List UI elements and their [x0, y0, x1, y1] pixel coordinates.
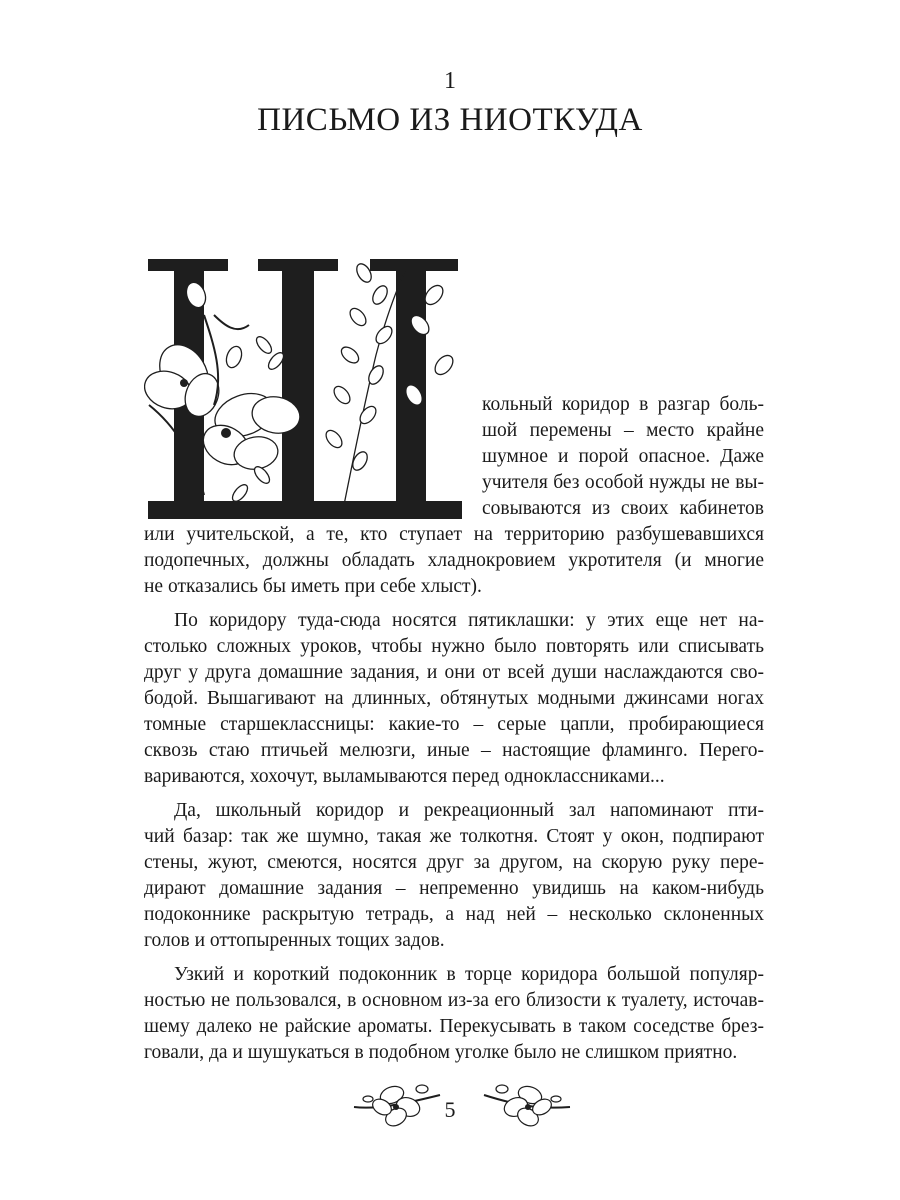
text-line: Да, школьный коридор и рекреационный зал напоминают пти- [174, 800, 764, 821]
text-line: учителя без особой нужды не вы- [482, 472, 764, 493]
paragraph [144, 798, 764, 954]
paragraph [144, 962, 764, 1066]
text-line: шумное и порой опасное. Даже [482, 446, 764, 467]
text-line: столько сложных уроков, чтобы нужно было повторять или списывать [144, 636, 764, 657]
text-line: стены, жуют, смеются, носятся друг за другом, на скорую руку пере- [144, 852, 764, 873]
text-line: совываются из своих кабинетов [482, 498, 764, 519]
text-line: По коридору туда-сюда носятся пятиклашки: у этих еще нет на- [174, 610, 764, 631]
text-line: вариваются, хохочут, выламываются перед одноклассниками... [144, 766, 665, 787]
text-line: кольный коридор в разгар боль- [482, 394, 764, 415]
text-line: голов и оттопыренных тощих задов. [144, 930, 445, 951]
text-line: шой перемены – место крайне [482, 420, 764, 441]
chapter-number: 1 [444, 68, 456, 94]
paragraph [144, 608, 764, 790]
text-line: друг у друга домашние задания, и они от всей души наслаждаются сво- [144, 662, 764, 683]
text-line: бодой. Вышагивают на длинных, обтянутых модными джинсами ногах [144, 688, 764, 709]
text-line: сквозь стаю птичьей мелюзги, иные – настоящие фламинго. Перего- [144, 740, 764, 761]
page-number: 5 [444, 1097, 456, 1122]
page-footer [0, 1075, 900, 1135]
text-line: Узкий и короткий подоконник в торце коридора большой популяр- [174, 964, 764, 985]
text-line: или учительской, а те, кто ступает на территорию разбушевавшихся [144, 524, 764, 545]
magnolia-branch-icon [482, 1077, 572, 1138]
text-line: не отказались бы иметь при себе хлыст). [144, 576, 482, 597]
text-line: ностью не пользовался, в основном из-за его близости к туалету, источав- [144, 990, 764, 1011]
text-line: подоконнике раскрытую тетрадь, а над ней – несколько склоненных [144, 904, 764, 925]
text-line: подопечных, должны обладать хладнокровием укротителя (и многие [144, 550, 764, 571]
text-line: томные старшеклассницы: какие-то – серые цапли, пробирающиеся [144, 714, 764, 735]
text-line: говали, да и шушукаться в подобном уголке было не слишком приятно. [144, 1042, 738, 1063]
text-line: чий базар: так же шумно, такая же толкотня. Стоят у окон, подпирают [144, 826, 764, 847]
paragraph [144, 392, 764, 600]
body-text [144, 392, 764, 1074]
chapter-title: ПИСЬМО ИЗ НИОТКУДА [257, 102, 643, 138]
text-line: дирают домашние задания – непременно увидишь на каком-нибудь [144, 878, 764, 899]
text-line: шему далеко не райские ароматы. Перекусывать в таком соседстве брез- [144, 1016, 764, 1037]
